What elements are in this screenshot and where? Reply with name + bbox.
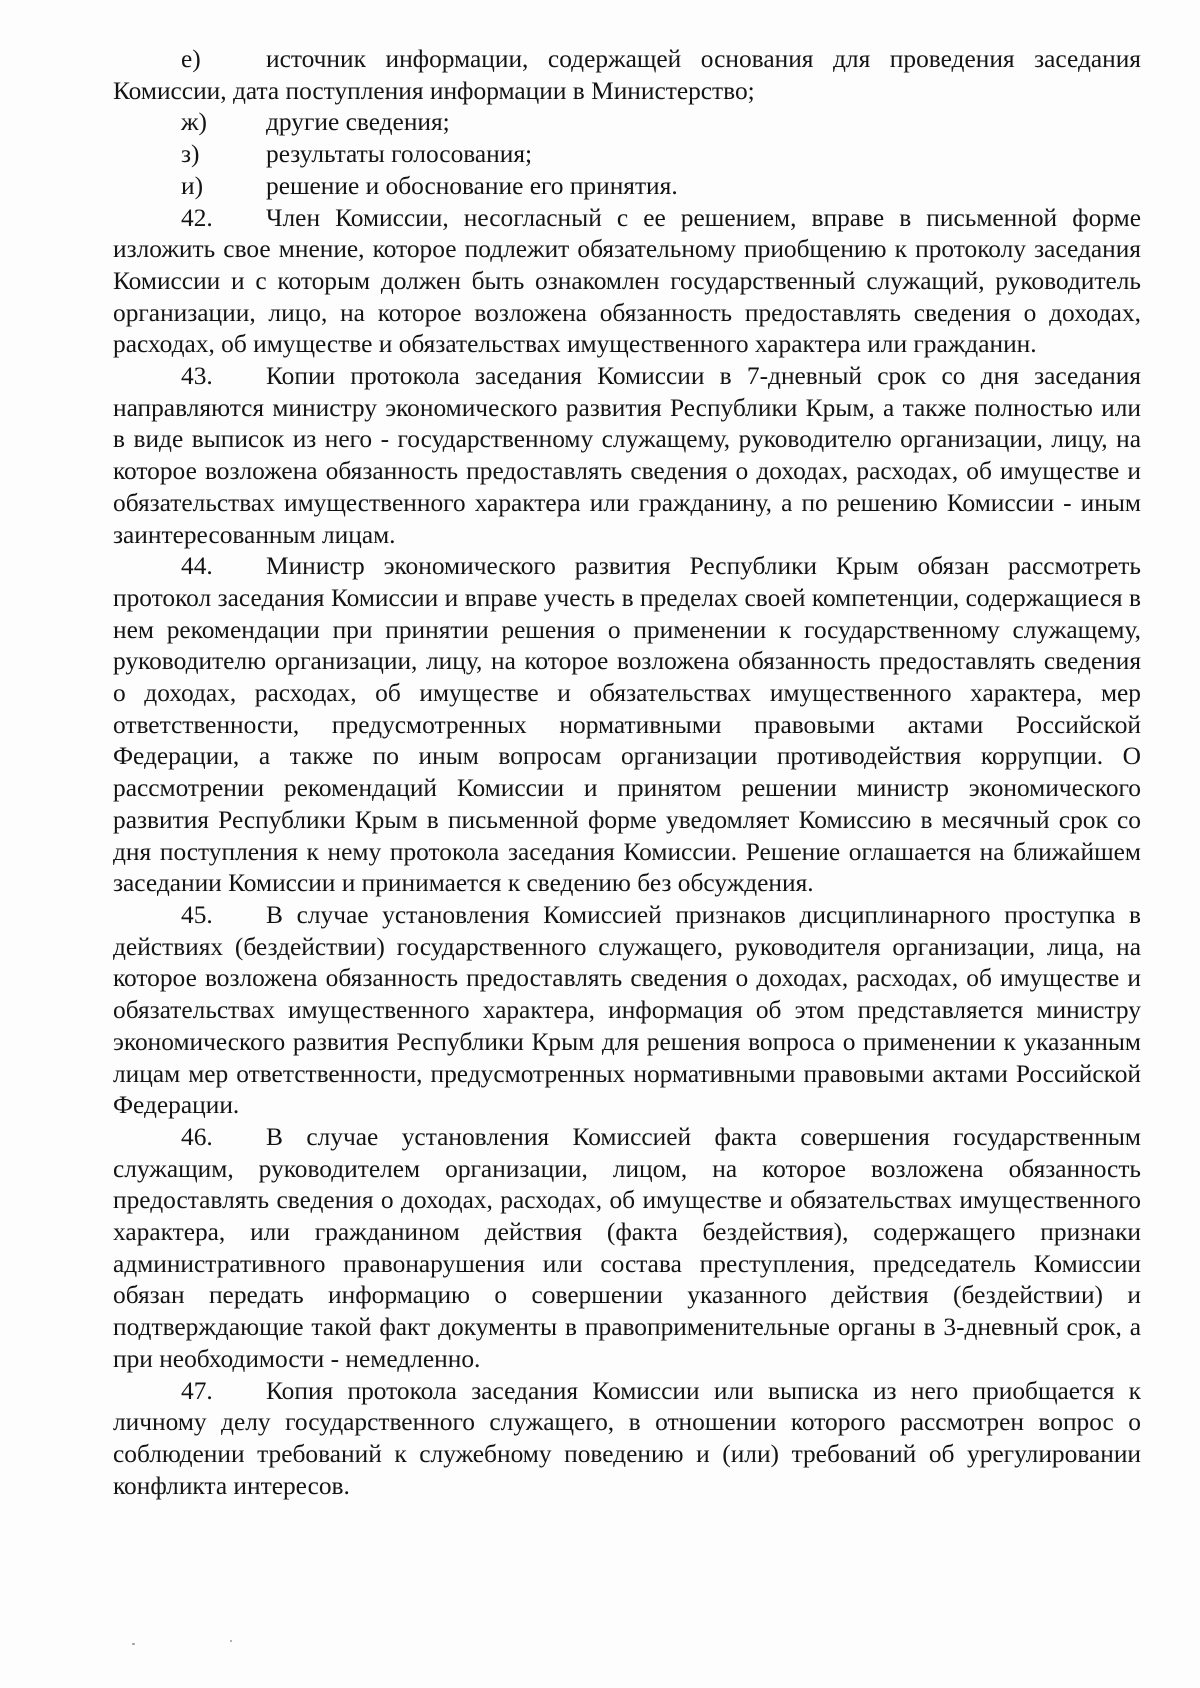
paragraph-text: В случае установления Комиссией факта совершения государственным служащим, руководителем организации, лицом, на которое возложена обязанность предоставлять сведения о доходах, расходах, об имуществе и обязательствах имущественного характера, или гражданином действия (факта бездействия), содержащего признаки административного правонарушения или состава преступления, председатель Комиссии обязан передать информацию о совершении указанного действия (бездействии) и подтверждающие такой факт документы в правоприменительные органы в 3-дневный срок, а при необходимости - немедленно. <box>113 1122 1141 1373</box>
paragraph-number: 45. <box>181 900 213 929</box>
document-body <box>113 44 1141 1502</box>
paragraph-43 <box>113 361 1141 551</box>
paragraph-number: 42. <box>181 203 213 232</box>
paragraph-46 <box>113 1122 1141 1376</box>
paragraph-number: 43. <box>181 362 213 391</box>
paragraph-text: Копия протокола заседания Комиссии или выписка из него приобщается к личному делу государственного служащего, в отношении которого рассмотрен вопрос о соблюдении требований к служебному поведению и (или) требований об урегулировании конфликта интересов. <box>113 1376 1141 1500</box>
paragraph-42 <box>113 203 1141 362</box>
list-item-z <box>113 139 1141 171</box>
paragraph-44 <box>113 551 1141 900</box>
scan-speck <box>132 1643 135 1645</box>
list-item-i <box>113 171 1141 203</box>
item-number: и) <box>181 171 204 200</box>
paragraph-number: 44. <box>181 552 213 581</box>
list-item-zh <box>113 107 1141 139</box>
paragraph-number: 47. <box>181 1376 213 1405</box>
item-text: другие сведения; <box>266 108 450 137</box>
item-text: источник информации, содержащей основания для проведения заседания Комиссии, дата поступления информации в Министерство; <box>113 45 1141 105</box>
paragraph-47 <box>113 1376 1141 1503</box>
item-text: решение и обоснование его принятия. <box>266 171 678 200</box>
paragraph-text: В случае установления Комиссией признаков дисциплинарного проступка в действиях (бездействии) государственного служащего, руководителя организации, лица, на которое возложена обязанность предоставлять сведения о доходах, расходах, об имуществе и обязательствах имущественного характера, информация об этом представляется министру экономического развития Республики Крым для решения вопроса о применении к указанным лицам мер ответственности, предусмотренных нормативными правовыми актами Российской Федерации. <box>113 900 1141 1120</box>
paragraph-45 <box>113 900 1141 1122</box>
item-number: ж) <box>181 108 207 137</box>
paragraph-text: Копии протокола заседания Комиссии в 7-дневный срок со дня заседания направляются министру экономического развития Республики Крым, а также полностью или в виде выписок из него - государственному служащему, руководителю организации, лицу, на которое возложена обязанность предоставлять сведения о доходах, расходах, об имуществе и обязательствах имущественного характера или гражданину, а по решению Комиссии - иным заинтересованным лицам. <box>113 362 1141 549</box>
scan-speck <box>230 1640 232 1642</box>
paragraph-text: Член Комиссии, несогласный с ее решением, вправе в письменной форме изложить свое мнение, которое подлежит обязательному приобщению к протоколу заседания Комиссии и с которым должен быть ознакомлен государственный служащий, руководитель организации, лицо, на которое возложена обязанность предоставлять сведения о доходах, расходах, об имуществе и обязательствах имущественного характера или гражданин. <box>113 203 1141 359</box>
paragraph-number: 46. <box>181 1122 213 1151</box>
item-number: е) <box>181 45 201 73</box>
paragraph-text: Министр экономического развития Республики Крым обязан рассмотреть протокол заседания Комиссии и вправе учесть в пределах своей компетенции, содержащиеся в нем рекомендации при принятии решения о применении к государственному служащему, руководителю организации, лицу, на которое возложена обязанность предоставлять сведения о доходах, расходах, об имуществе и обязательствах имущественного характера, мер ответственности, предусмотренных нормативными правовыми актами Российской Федерации, а также по иным вопросам организации противодействия коррупции. О рассмотрении рекомендаций Комиссии и принятом решении министр экономического развития Республики Крым в письменной форме уведомляет Комиссию в месячный срок со дня поступления к нему протокола заседания Комиссии. Решение оглашается на ближайшем заседании Комиссии и принимается к сведению без обсуждения. <box>113 552 1141 898</box>
item-number: з) <box>181 140 200 169</box>
list-item-e <box>113 44 1141 107</box>
item-text: результаты голосования; <box>266 140 533 169</box>
